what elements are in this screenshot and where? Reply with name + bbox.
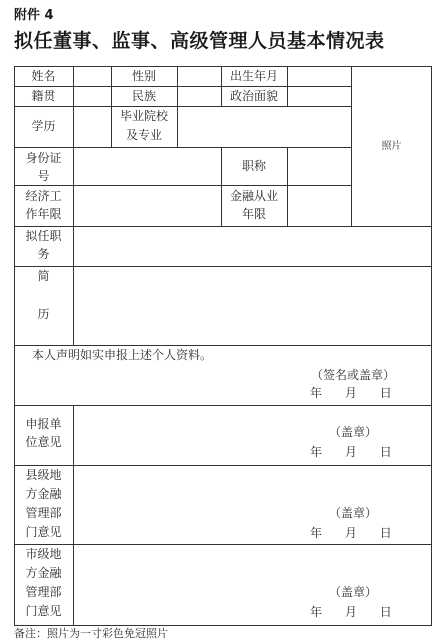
city-opinion-date: 年 月 日: [310, 605, 392, 619]
position-label-line2: 务: [37, 247, 50, 261]
fin-years-label-line1: 金融从业: [229, 189, 278, 203]
fin-years-label-line2: 年限: [241, 207, 266, 221]
unit-opinion-date: 年 月 日: [310, 445, 392, 459]
footer-note: 备注：照片为一寸彩色免冠照片: [14, 627, 168, 640]
school-label-line1: 毕业院校: [119, 109, 168, 123]
page-title: 拟任董事、监事、高级管理人员基本情况表: [14, 30, 385, 52]
origin-label: 籍贯: [31, 89, 56, 103]
econ-years-label-line2: 作年限: [25, 207, 62, 221]
resume-label-line1: 简: [37, 269, 50, 283]
econ-years-label-line1: 经济工: [25, 189, 62, 203]
city-opinion-label-line1: 市级地: [25, 547, 62, 561]
county-opinion-label-line1: 县级地: [25, 468, 62, 482]
county-opinion-label-line3: 管理部: [25, 506, 62, 520]
county-seal-label: （盖章）: [329, 506, 378, 520]
info-form-table: [14, 66, 432, 626]
attachment-label: 附件 4: [14, 8, 54, 23]
city-opinion-label-line3: 管理部: [25, 585, 62, 599]
unit-opinion-label-line2: 位意见: [25, 435, 62, 449]
photo-placeholder: 照片: [381, 141, 402, 152]
political-label: 政治面貌: [229, 89, 278, 103]
gender-label: 性别: [131, 69, 156, 83]
unit-opinion-label-line1: 申报单: [25, 417, 62, 431]
position-label-line1: 拟任职: [25, 229, 62, 243]
city-opinion-label-line4: 门意见: [25, 604, 62, 618]
id-label-line2: 号: [37, 169, 50, 183]
declaration-date: 年 月 日: [310, 386, 392, 400]
county-opinion-label-line2: 方金融: [25, 487, 62, 501]
signature-label: （签名或盖章）: [311, 368, 396, 382]
resume-label-line2: 历: [37, 307, 50, 321]
ethnicity-label: 民族: [131, 89, 156, 103]
school-label-line2: 及专业: [125, 128, 162, 142]
city-seal-label: （盖章）: [329, 585, 378, 599]
birth-label: 出生年月: [229, 69, 278, 83]
name-label: 姓名: [31, 69, 56, 83]
county-opinion-label-line4: 门意见: [25, 525, 62, 539]
declaration-text: 本人声明如实申报上述个人资料。: [32, 348, 213, 362]
city-opinion-label-line2: 方金融: [25, 566, 62, 580]
education-label: 学历: [31, 119, 56, 133]
county-opinion-date: 年 月 日: [310, 526, 392, 540]
job-title-label: 职称: [241, 159, 266, 173]
id-label-line1: 身份证: [25, 151, 62, 165]
unit-seal-label: （盖章）: [329, 425, 378, 439]
